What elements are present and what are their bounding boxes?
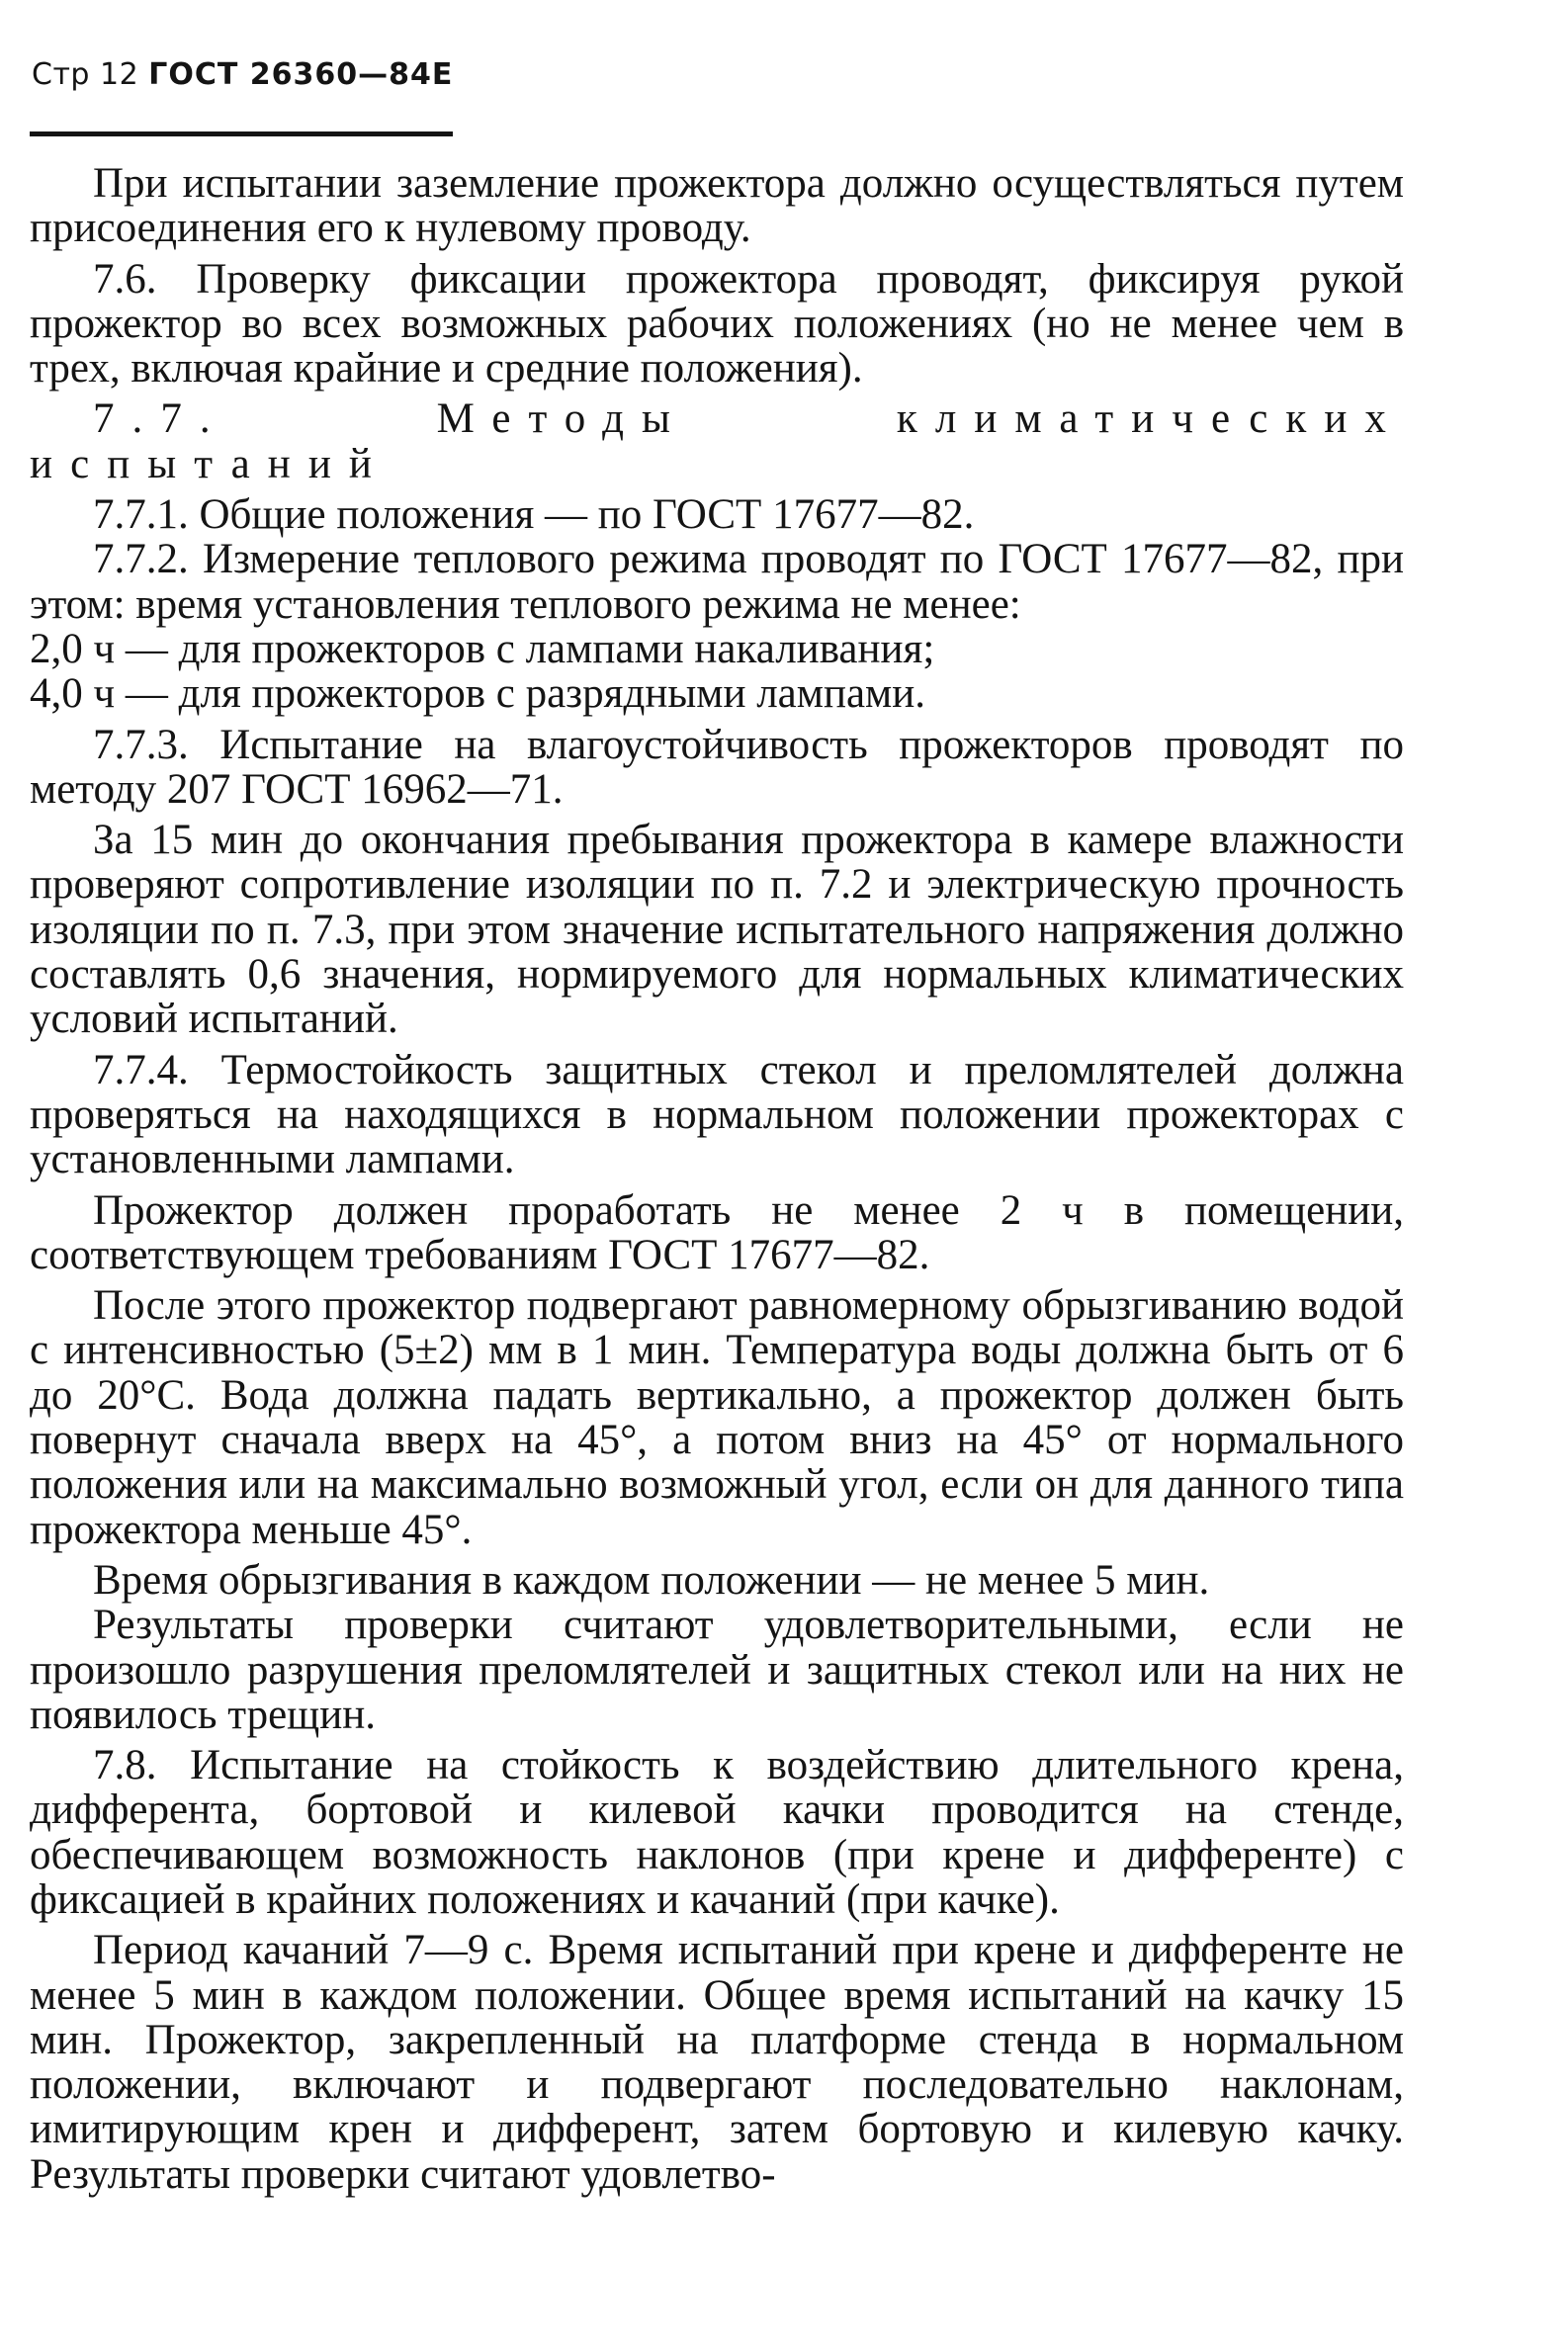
paragraph-humidity: За 15 мин до окончания пребывания прожектора в камере влажности проверяют сопротивление изоляции по п. 7.2 и электрическую прочность изоляции по п. 7.3, при этом значение испытательного напряжения должно составлять 0,6 значения, нормируемого для нормальных климатических условий испытаний. [30, 817, 1404, 1043]
paragraph-7-7-1: 7.7.1. Общие положения — по ГОСТ 17677—82. [93, 491, 975, 539]
paragraph-7-8: 7.8. Испытание на стойкость к воздействию длительного крена, дифферента, бортовой и килевой качки проводится на стенде, обеспечивающем возможность наклонов (при крене и дифференте) с фиксацией в крайних положениях и качаний (при качке). [30, 1742, 1404, 1923]
paragraph-results: Результаты проверки считают удовлетворительными, если не произошло разрушения преломлятелей и защитных стекол или на них не появилось трещин. [30, 1602, 1404, 1738]
paragraph-rolling-period: Период качаний 7—9 с. Время испытаний при крене и дифференте не менее 5 мин в каждом положении. Общее время испытаний на качку 15 мин. Прожектор, закрепленный на платформе стенда в нормальном положении, включают и подвергают последовательно наклонам, имитирующим крен и дифферент, затем бортовую и килевую качку. Результаты проверки считают удовлетво- [30, 1927, 1404, 2198]
section-heading-7-7: 7.7. Методы климатических испытаний [30, 395, 1404, 487]
page-body [30, 161, 1404, 2197]
page-header [32, 57, 453, 92]
paragraph-7-7-2: 7.7.2. Измерение теплового режима проводят по ГОСТ 17677—82, при этом: время установления теплового режима не менее: [30, 536, 1404, 628]
paragraph-operation: Прожектор должен проработать не менее 2 ч в помещении, соответствующем требованиям ГОСТ 17677—82. [30, 1186, 1404, 1278]
list-item-incandescent: 2,0 ч — для прожекторов с лампами накаливания; [30, 625, 935, 672]
header-rule [30, 131, 453, 136]
list-item-discharge: 4,0 ч — для прожекторов с разрядными лампами. [30, 670, 926, 718]
paragraph-7-6: 7.6. Проверку фиксации прожектора проводят, фиксируя рукой прожектор во всех возможных рабочих положениях (но не менее чем в трех, включая крайние и средние положения). [30, 255, 1404, 392]
paragraph-7-7-4: 7.7.4. Термостойкость защитных стекол и преломлятелей должна проверяться на находящихся в нормальном положении прожекторах с установленными лампами. [30, 1046, 1404, 1183]
page-label: Стр [32, 57, 90, 92]
paragraph-7-7-3: 7.7.3. Испытание на влагоустойчивость прожекторов проводят по методу 207 ГОСТ 16962—71. [30, 721, 1404, 813]
paragraph-spraying: После этого прожектор подвергают равномерному обрызгиванию водой с интенсивностью (5±2) мм в 1 мин. Температура воды должна быть от 6 до 20°С. Вода должна падать вертикально, а прожектор должен быть повернут сначала вверх на 45°, а потом вниз на 45° от нормального положения или на максимально возможный угол, если он для данного типа прожектора меньше 45°. [30, 1282, 1404, 1553]
page-number: 12 [100, 57, 139, 92]
document-code: ГОСТ 26360—84Е [148, 57, 454, 92]
paragraph-spray-time: Время обрызгивания в каждом положении — не менее 5 мин. [93, 1556, 1210, 1604]
paragraph-grounding: При испытании заземление прожектора должно осуществляться путем присоединения его к нулевому проводу. [30, 160, 1404, 252]
